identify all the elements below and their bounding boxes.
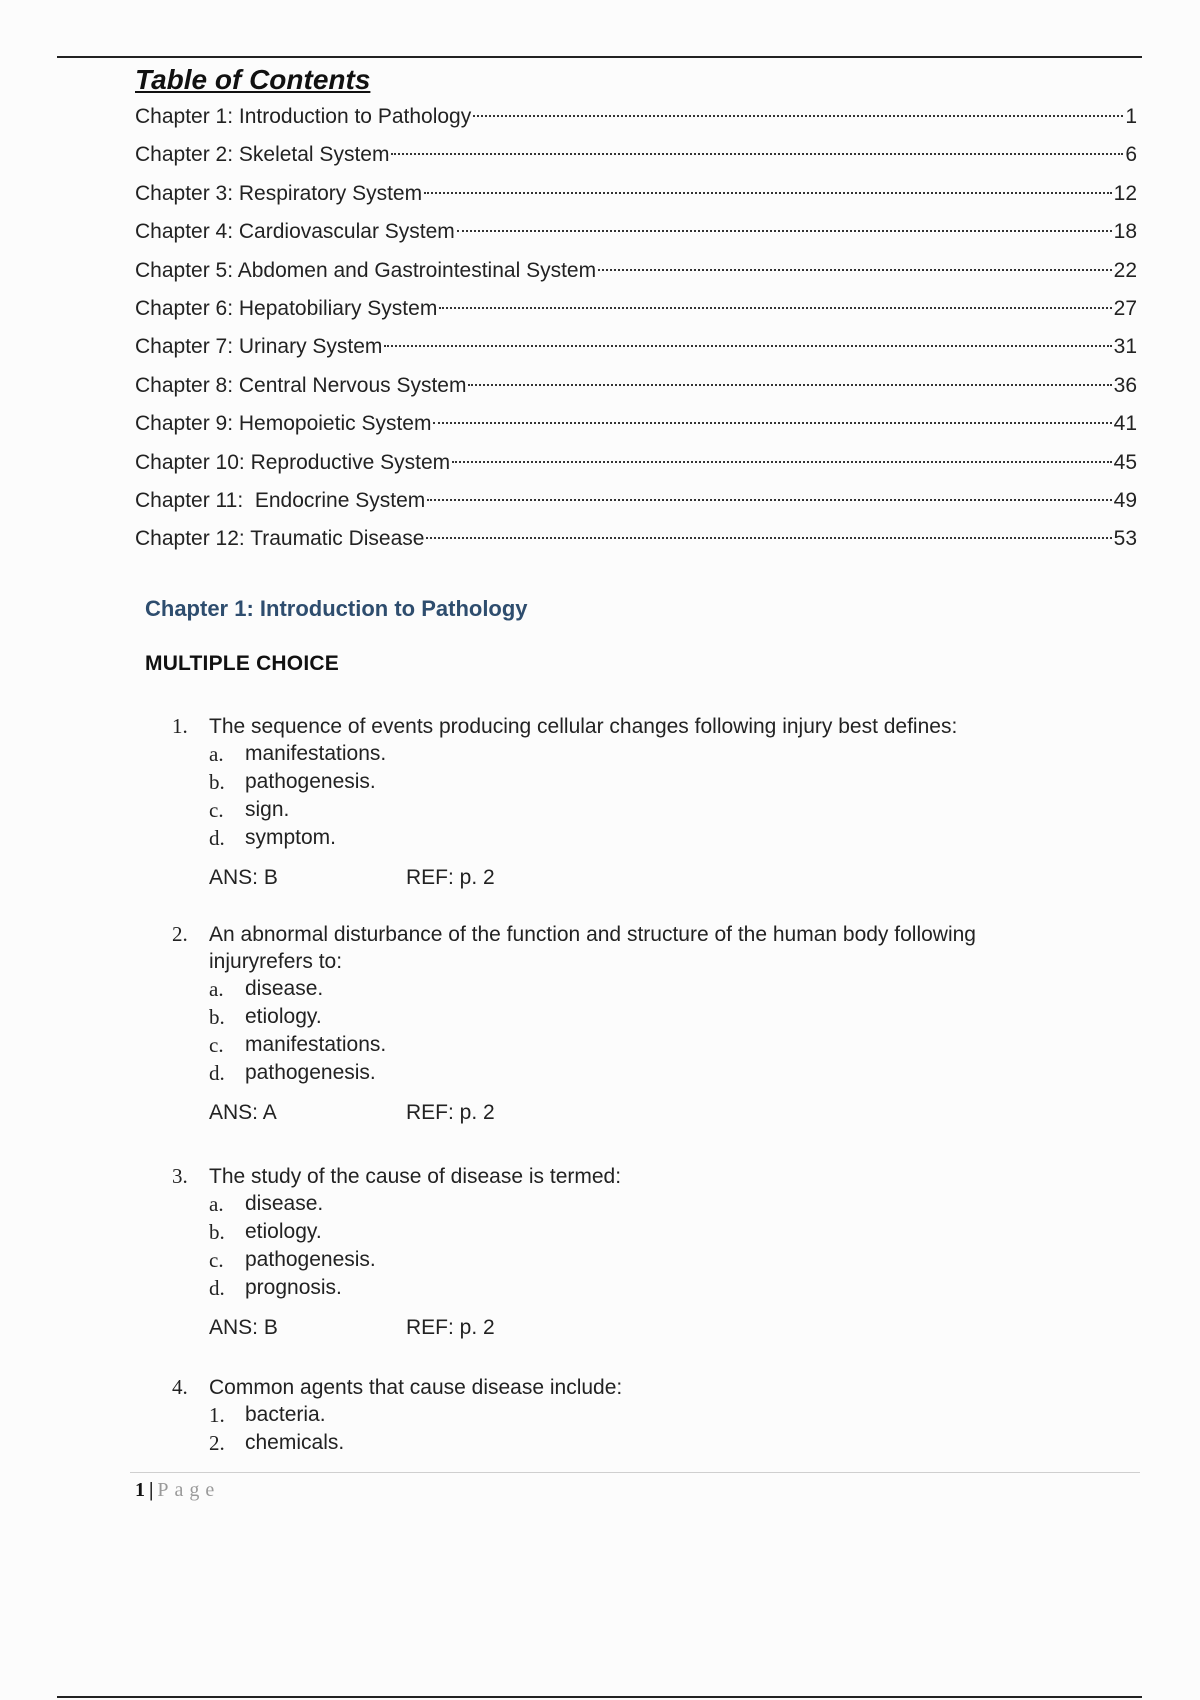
answer-row — [209, 1099, 1072, 1127]
toc-leader — [598, 269, 1112, 271]
answer-key: ANS: B — [209, 866, 278, 889]
toc-entry-page: 12 — [1113, 181, 1137, 205]
question-number: 4. — [172, 1375, 188, 1399]
toc-entry-page: 1 — [1125, 105, 1137, 128]
question-text: The study of the cause of disease is termed: — [209, 1165, 622, 1188]
toc-entry[interactable] — [135, 444, 1137, 482]
choice-letter: c. — [209, 1033, 224, 1057]
choice-text: manifestations. — [245, 742, 387, 765]
question-number: 3. — [172, 1164, 188, 1188]
choice-text: pathogenesis. — [245, 1061, 376, 1084]
toc-entry-page: 45 — [1113, 450, 1137, 474]
question-stem — [172, 1374, 1072, 1401]
toc-entry-page: 18 — [1113, 220, 1137, 244]
choice-letter: a. — [209, 1192, 224, 1216]
choice-text: disease. — [245, 977, 324, 1000]
answer-choice — [209, 824, 1072, 852]
top-rule — [57, 56, 1142, 58]
toc-entry-label: Chapter 4: Cardiovascular System — [135, 220, 455, 244]
toc-leader — [468, 384, 1111, 386]
table-of-contents — [135, 62, 1137, 559]
toc-entry[interactable] — [135, 213, 1137, 251]
choice-text: manifestations. — [245, 1033, 387, 1056]
toc-leader — [439, 307, 1111, 309]
choice-letter: 2. — [209, 1431, 225, 1455]
toc-entry[interactable] — [135, 252, 1137, 290]
toc-entry-label: Chapter 6: Hepatobiliary System — [135, 296, 438, 320]
answer-choice — [209, 975, 1072, 1003]
toc-leader — [391, 153, 1123, 155]
answer-key: ANS: B — [209, 1316, 278, 1339]
choice-text: symptom. — [245, 826, 337, 849]
footer-rule — [130, 1472, 1140, 1473]
choice-text: etiology. — [245, 1005, 322, 1028]
choice-text: chemicals. — [245, 1431, 345, 1454]
question — [172, 1163, 1072, 1342]
choice-letter: b. — [209, 1005, 225, 1029]
question-stem — [172, 921, 1072, 975]
toc-entry[interactable] — [135, 405, 1137, 443]
footer-page-number: 1 — [135, 1479, 145, 1501]
choice-text: pathogenesis. — [245, 770, 376, 793]
answer-row — [209, 1314, 1072, 1342]
toc-leader — [433, 422, 1111, 424]
toc-entry-page: 22 — [1113, 258, 1137, 282]
toc-leader — [427, 499, 1111, 501]
question-stem — [172, 713, 1072, 740]
choice-letter: a. — [209, 742, 224, 766]
toc-entry[interactable] — [135, 520, 1137, 558]
reference: REF: p. 2 — [406, 866, 495, 889]
toc-entry[interactable] — [135, 482, 1137, 520]
toc-leader — [426, 537, 1111, 539]
chapter-heading: Chapter 1: Introduction to Pathology — [145, 596, 528, 621]
choice-letter: b. — [209, 770, 225, 794]
reference: REF: p. 2 — [406, 1101, 495, 1124]
toc-leader — [457, 230, 1112, 232]
toc-entry-page: 6 — [1125, 143, 1137, 167]
question — [172, 713, 1072, 892]
answer-choice — [209, 1274, 1072, 1302]
question-text: An abnormal disturbance of the function and structure of the human body following injuryrefers to: — [209, 923, 976, 973]
choice-text: disease. — [245, 1192, 324, 1215]
footer-separator: | — [149, 1479, 154, 1501]
question — [172, 1374, 1072, 1457]
answer-choice — [209, 1003, 1072, 1031]
toc-entry[interactable] — [135, 175, 1137, 213]
toc-entries — [135, 98, 1137, 559]
bottom-rule — [57, 1696, 1142, 1698]
toc-entry-page: 31 — [1113, 335, 1137, 359]
footer-page-word: Page — [157, 1479, 221, 1501]
toc-entry[interactable] — [135, 367, 1137, 405]
answer-choice — [209, 1059, 1072, 1087]
question-number: 2. — [172, 922, 188, 946]
page-footer — [135, 1479, 220, 1502]
toc-entry[interactable] — [135, 328, 1137, 366]
choice-letter: c. — [209, 798, 224, 822]
choice-letter: d. — [209, 1276, 225, 1300]
answer-choice — [209, 768, 1072, 796]
answer-choice — [209, 740, 1072, 768]
toc-entry-label: Chapter 8: Central Nervous System — [135, 373, 467, 397]
answer-choice — [209, 796, 1072, 824]
toc-entry-label: Chapter 7: Urinary System — [135, 335, 383, 359]
toc-entry-page: 41 — [1113, 412, 1137, 436]
toc-entry-page: 53 — [1113, 527, 1137, 551]
toc-entry-label: Chapter 11: Endocrine System — [135, 488, 426, 512]
toc-entry-label: Chapter 1: Introduction to Pathology — [135, 105, 472, 128]
toc-entry[interactable] — [135, 98, 1137, 136]
toc-entry-page: 36 — [1113, 373, 1137, 397]
choice-letter: a. — [209, 977, 224, 1001]
question — [172, 921, 1072, 1127]
toc-entry-label: Chapter 9: Hemopoietic System — [135, 412, 432, 436]
question-text: The sequence of events producing cellular changes following injury best defines: — [209, 715, 958, 738]
choice-letter: c. — [209, 1248, 224, 1272]
answer-key: ANS: A — [209, 1101, 277, 1124]
choice-text: pathogenesis. — [245, 1248, 376, 1271]
toc-leader — [473, 115, 1123, 117]
choice-text: sign. — [245, 798, 290, 821]
choice-text: prognosis. — [245, 1276, 342, 1299]
toc-entry-label: Chapter 3: Respiratory System — [135, 181, 423, 205]
choice-letter: d. — [209, 1061, 225, 1085]
choice-letter: d. — [209, 826, 225, 850]
toc-title: Table of Contents — [135, 64, 371, 95]
toc-entry-label: Chapter 12: Traumatic Disease — [135, 527, 425, 551]
toc-entry-label: Chapter 10: Reproductive System — [135, 450, 451, 474]
answer-choice — [209, 1218, 1072, 1246]
toc-entry-page: 27 — [1113, 296, 1137, 320]
toc-entry[interactable] — [135, 136, 1137, 174]
answer-choice — [209, 1429, 1072, 1457]
choice-letter: 1. — [209, 1403, 225, 1427]
toc-entry-label: Chapter 2: Skeletal System — [135, 143, 390, 167]
toc-entry[interactable] — [135, 290, 1137, 328]
answer-row — [209, 864, 1072, 892]
answer-choice — [209, 1031, 1072, 1059]
toc-entry-label: Chapter 5: Abdomen and Gastrointestinal System — [135, 258, 597, 282]
question-text: Common agents that cause disease include: — [209, 1376, 623, 1399]
question-number: 1. — [172, 714, 188, 738]
answer-choice — [209, 1190, 1072, 1218]
choice-text: etiology. — [245, 1220, 322, 1243]
section-heading: MULTIPLE CHOICE — [145, 652, 339, 675]
reference: REF: p. 2 — [406, 1316, 495, 1339]
question-stem — [172, 1163, 1072, 1190]
choice-letter: b. — [209, 1220, 225, 1244]
toc-leader — [424, 192, 1112, 194]
answer-choice — [209, 1246, 1072, 1274]
answer-choice — [209, 1401, 1072, 1429]
toc-entry-page: 49 — [1113, 488, 1137, 512]
choice-text: bacteria. — [245, 1403, 326, 1426]
toc-leader — [384, 345, 1111, 347]
toc-leader — [452, 461, 1111, 463]
